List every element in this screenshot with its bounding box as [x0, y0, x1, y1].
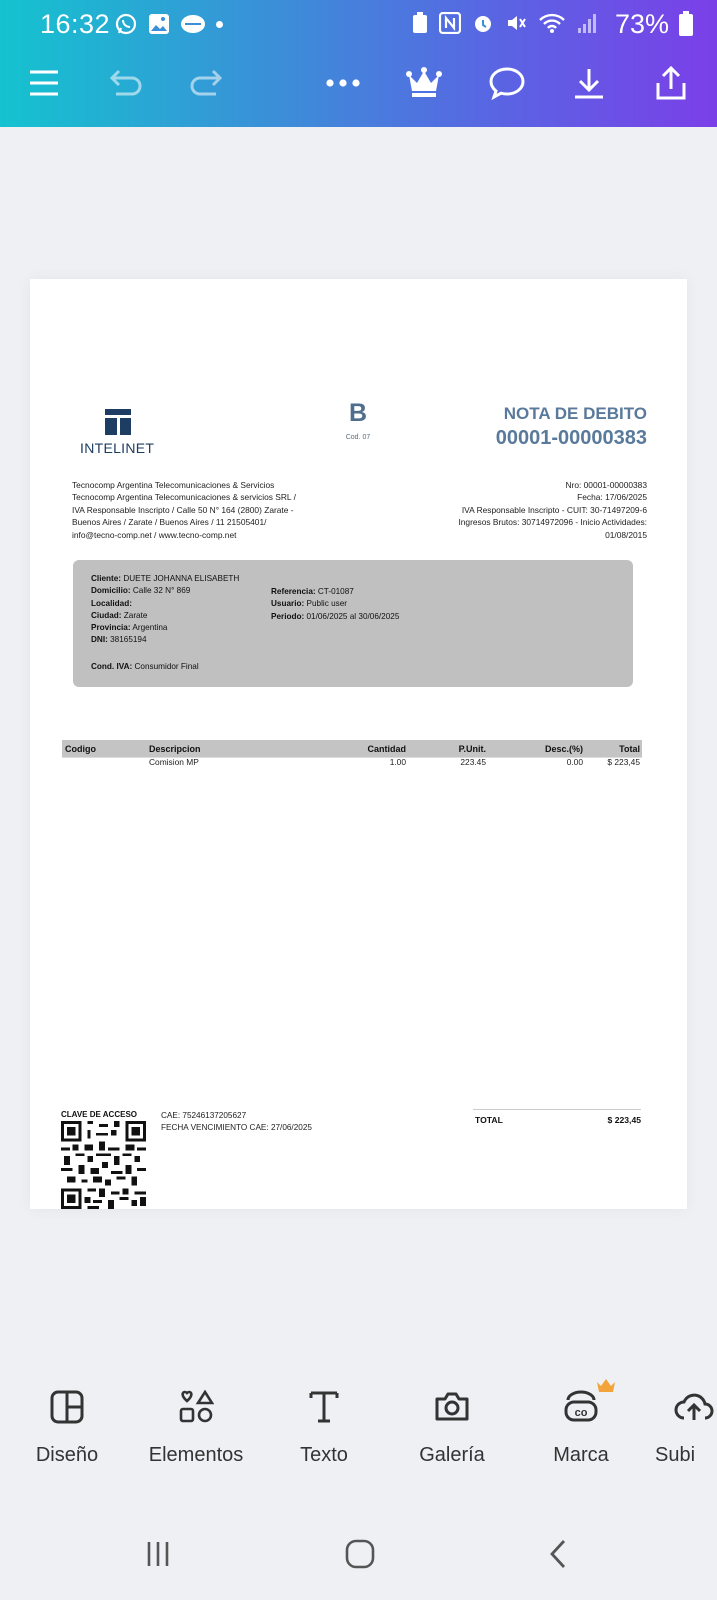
period-label: Periodo:: [271, 611, 305, 621]
table-row: [62, 757, 642, 769]
col-total: Total: [619, 744, 640, 754]
crown-icon: [406, 67, 442, 99]
status-right-icons: [412, 12, 597, 34]
iva-value: Consumidor Final: [134, 662, 199, 671]
download-icon: [572, 66, 606, 100]
tool-label: Galería: [419, 1444, 485, 1466]
premium-button[interactable]: [401, 60, 447, 106]
status-left-icons: [114, 12, 223, 36]
invoice-letter-code: Cod. 07: [345, 434, 371, 441]
tool-text[interactable]: [264, 1382, 384, 1467]
back-button[interactable]: [539, 1534, 579, 1574]
total-divider: [473, 1109, 641, 1110]
tool-gallery[interactable]: [392, 1382, 512, 1467]
iva-label: Cond. IVA:: [91, 662, 133, 671]
comment-icon: [489, 66, 525, 100]
address-label: Domicilio:: [91, 586, 131, 596]
editor-toolbar: [0, 56, 717, 116]
menu-icon: [28, 69, 60, 97]
premium-crown-icon: [596, 1378, 616, 1394]
cae-expiry: FECHA VENCIMIENTO CAE: 27/06/2025: [161, 1123, 312, 1133]
redo-button[interactable]: [183, 60, 229, 106]
more-options-button[interactable]: [320, 60, 366, 106]
handshake-icon: [180, 13, 206, 35]
undo-icon: [108, 68, 144, 98]
logo-mark-icon: [105, 409, 131, 435]
invoice-letter: B: [348, 399, 368, 427]
col-punit: P.Unit.: [458, 744, 486, 754]
tool-label: Marca: [553, 1444, 609, 1466]
more-icon: [325, 78, 361, 88]
wifi-icon: [538, 12, 566, 34]
logo-name: INTELINET: [80, 440, 155, 456]
total-label: TOTAL: [475, 1115, 503, 1125]
nfc-icon: [439, 12, 461, 34]
client-label: Cliente:: [91, 574, 122, 583]
info-line: Nro: 00001-00000383: [565, 480, 647, 490]
company-line: IVA Responsable Inscripto / Calle 50 N° 164 (2800) Zarate -: [72, 504, 294, 515]
upload-cloud-icon: [674, 1390, 714, 1424]
reference-label: Referencia:: [271, 587, 316, 596]
bottom-toolbar: [0, 1382, 717, 1492]
brand-icon: [562, 1390, 600, 1424]
signal-icon: [577, 12, 597, 34]
qr-code-icon: [61, 1121, 146, 1209]
cell-descripcion: Comision MP: [149, 757, 199, 767]
locality-label: Localidad:: [91, 598, 132, 608]
mute-icon: [505, 12, 527, 34]
status-bar: [0, 0, 717, 50]
battery-saver-icon: [412, 12, 428, 34]
cae-info: [161, 1110, 312, 1135]
text-icon: [307, 1389, 341, 1425]
col-cantidad: Cantidad: [367, 744, 406, 754]
dni-label: DNI:: [91, 635, 108, 645]
province-label: Provincia:: [91, 623, 131, 633]
info-line: Ingresos Brutos: 30714972096 - Inicio Actividades:: [458, 517, 647, 528]
undo-button[interactable]: [103, 60, 149, 106]
document-number: 00001-00000383: [495, 427, 647, 449]
client-col-1: [91, 573, 239, 647]
back-icon: [546, 1538, 572, 1570]
tool-design[interactable]: [7, 1382, 127, 1467]
document-info: [387, 479, 647, 541]
comment-button[interactable]: [484, 60, 530, 106]
menu-button[interactable]: [21, 60, 67, 106]
access-key-label: CLAVE DE ACCESO: [61, 1110, 138, 1119]
document-page[interactable]: [30, 279, 687, 1209]
tool-label: Diseño: [35, 1444, 99, 1466]
tool-label: Elementos: [148, 1444, 244, 1466]
home-icon: [344, 1538, 376, 1570]
company-line: Tecnocomp Argentina Telecomunicaciones & Servicios: [72, 480, 275, 490]
items-table-header: [62, 740, 642, 757]
share-icon: [654, 65, 688, 101]
reference-value: CT-01087: [317, 587, 354, 596]
alarm-icon: [472, 12, 494, 34]
user-label: Usuario:: [271, 599, 305, 609]
battery-icon: [679, 14, 693, 36]
period-value: 01/06/2025 al 30/06/2025: [306, 611, 400, 621]
cell-total: $ 223,45: [607, 757, 640, 767]
city-label: Ciudad:: [91, 610, 122, 620]
info-line: Fecha: 17/06/2025: [577, 492, 647, 503]
col-descripcion: Descripcion: [149, 744, 201, 754]
client-province: Argentina: [132, 623, 168, 633]
tool-upload[interactable]: [650, 1382, 717, 1467]
share-button[interactable]: [648, 60, 694, 106]
client-name: DUETE JOHANNA ELISABETH: [123, 574, 240, 583]
shapes-icon: [178, 1389, 214, 1425]
notification-dot-icon: [216, 21, 223, 28]
download-button[interactable]: [566, 60, 612, 106]
cell-cantidad: 1.00: [389, 757, 406, 767]
col-desc: Desc.(%): [544, 744, 583, 754]
info-line: IVA Responsable Inscripto - CUIT: 30-71497209-6: [461, 504, 647, 515]
client-dni: 38165194: [110, 635, 147, 645]
tool-elements[interactable]: [136, 1382, 256, 1467]
tool-brand[interactable]: [521, 1382, 641, 1467]
company-line: Tecnocomp Argentina Telecomunicaciones & servicios SRL /: [72, 492, 296, 503]
info-line: 01/08/2015: [605, 529, 647, 540]
company-line: Buenos Aires / Zarate / Buenos Aires / 11 21505401/: [72, 517, 267, 528]
company-line: info@tecno-comp.net / www.tecno-comp.net: [72, 529, 237, 540]
battery-level: 73%: [614, 9, 669, 39]
gallery-icon: [148, 13, 170, 35]
client-city: Zarate: [123, 610, 148, 620]
col-codigo: Codigo: [65, 744, 96, 754]
client-box: [73, 560, 633, 687]
recent-apps-icon: [143, 1539, 173, 1569]
total-value: $ 223,45: [607, 1115, 641, 1125]
tool-label: Subi: [655, 1444, 696, 1466]
iva-condition: [91, 662, 199, 671]
cell-punit: 223.45: [460, 757, 486, 767]
layout-icon: [49, 1389, 85, 1425]
svg-text:co: co: [574, 1407, 588, 1419]
system-nav-bar: [0, 1530, 717, 1580]
camera-icon: [433, 1390, 471, 1424]
client-col-2: [271, 586, 399, 623]
cae-number: CAE: 75246137205627: [161, 1111, 247, 1120]
whatsapp-icon: [114, 12, 138, 36]
cell-desc: 0.00: [566, 757, 583, 767]
home-button[interactable]: [340, 1534, 380, 1574]
client-address: Calle 32 N° 869: [132, 586, 191, 596]
top-app-bar: [0, 0, 717, 127]
status-time: 16:32: [40, 9, 111, 39]
tool-label: Texto: [300, 1444, 348, 1466]
user-value: Public user: [306, 599, 348, 609]
document-title: NOTA DE DEBITO: [503, 404, 647, 423]
redo-icon: [188, 68, 224, 98]
recent-apps-button[interactable]: [138, 1534, 178, 1574]
company-info: [72, 479, 312, 541]
